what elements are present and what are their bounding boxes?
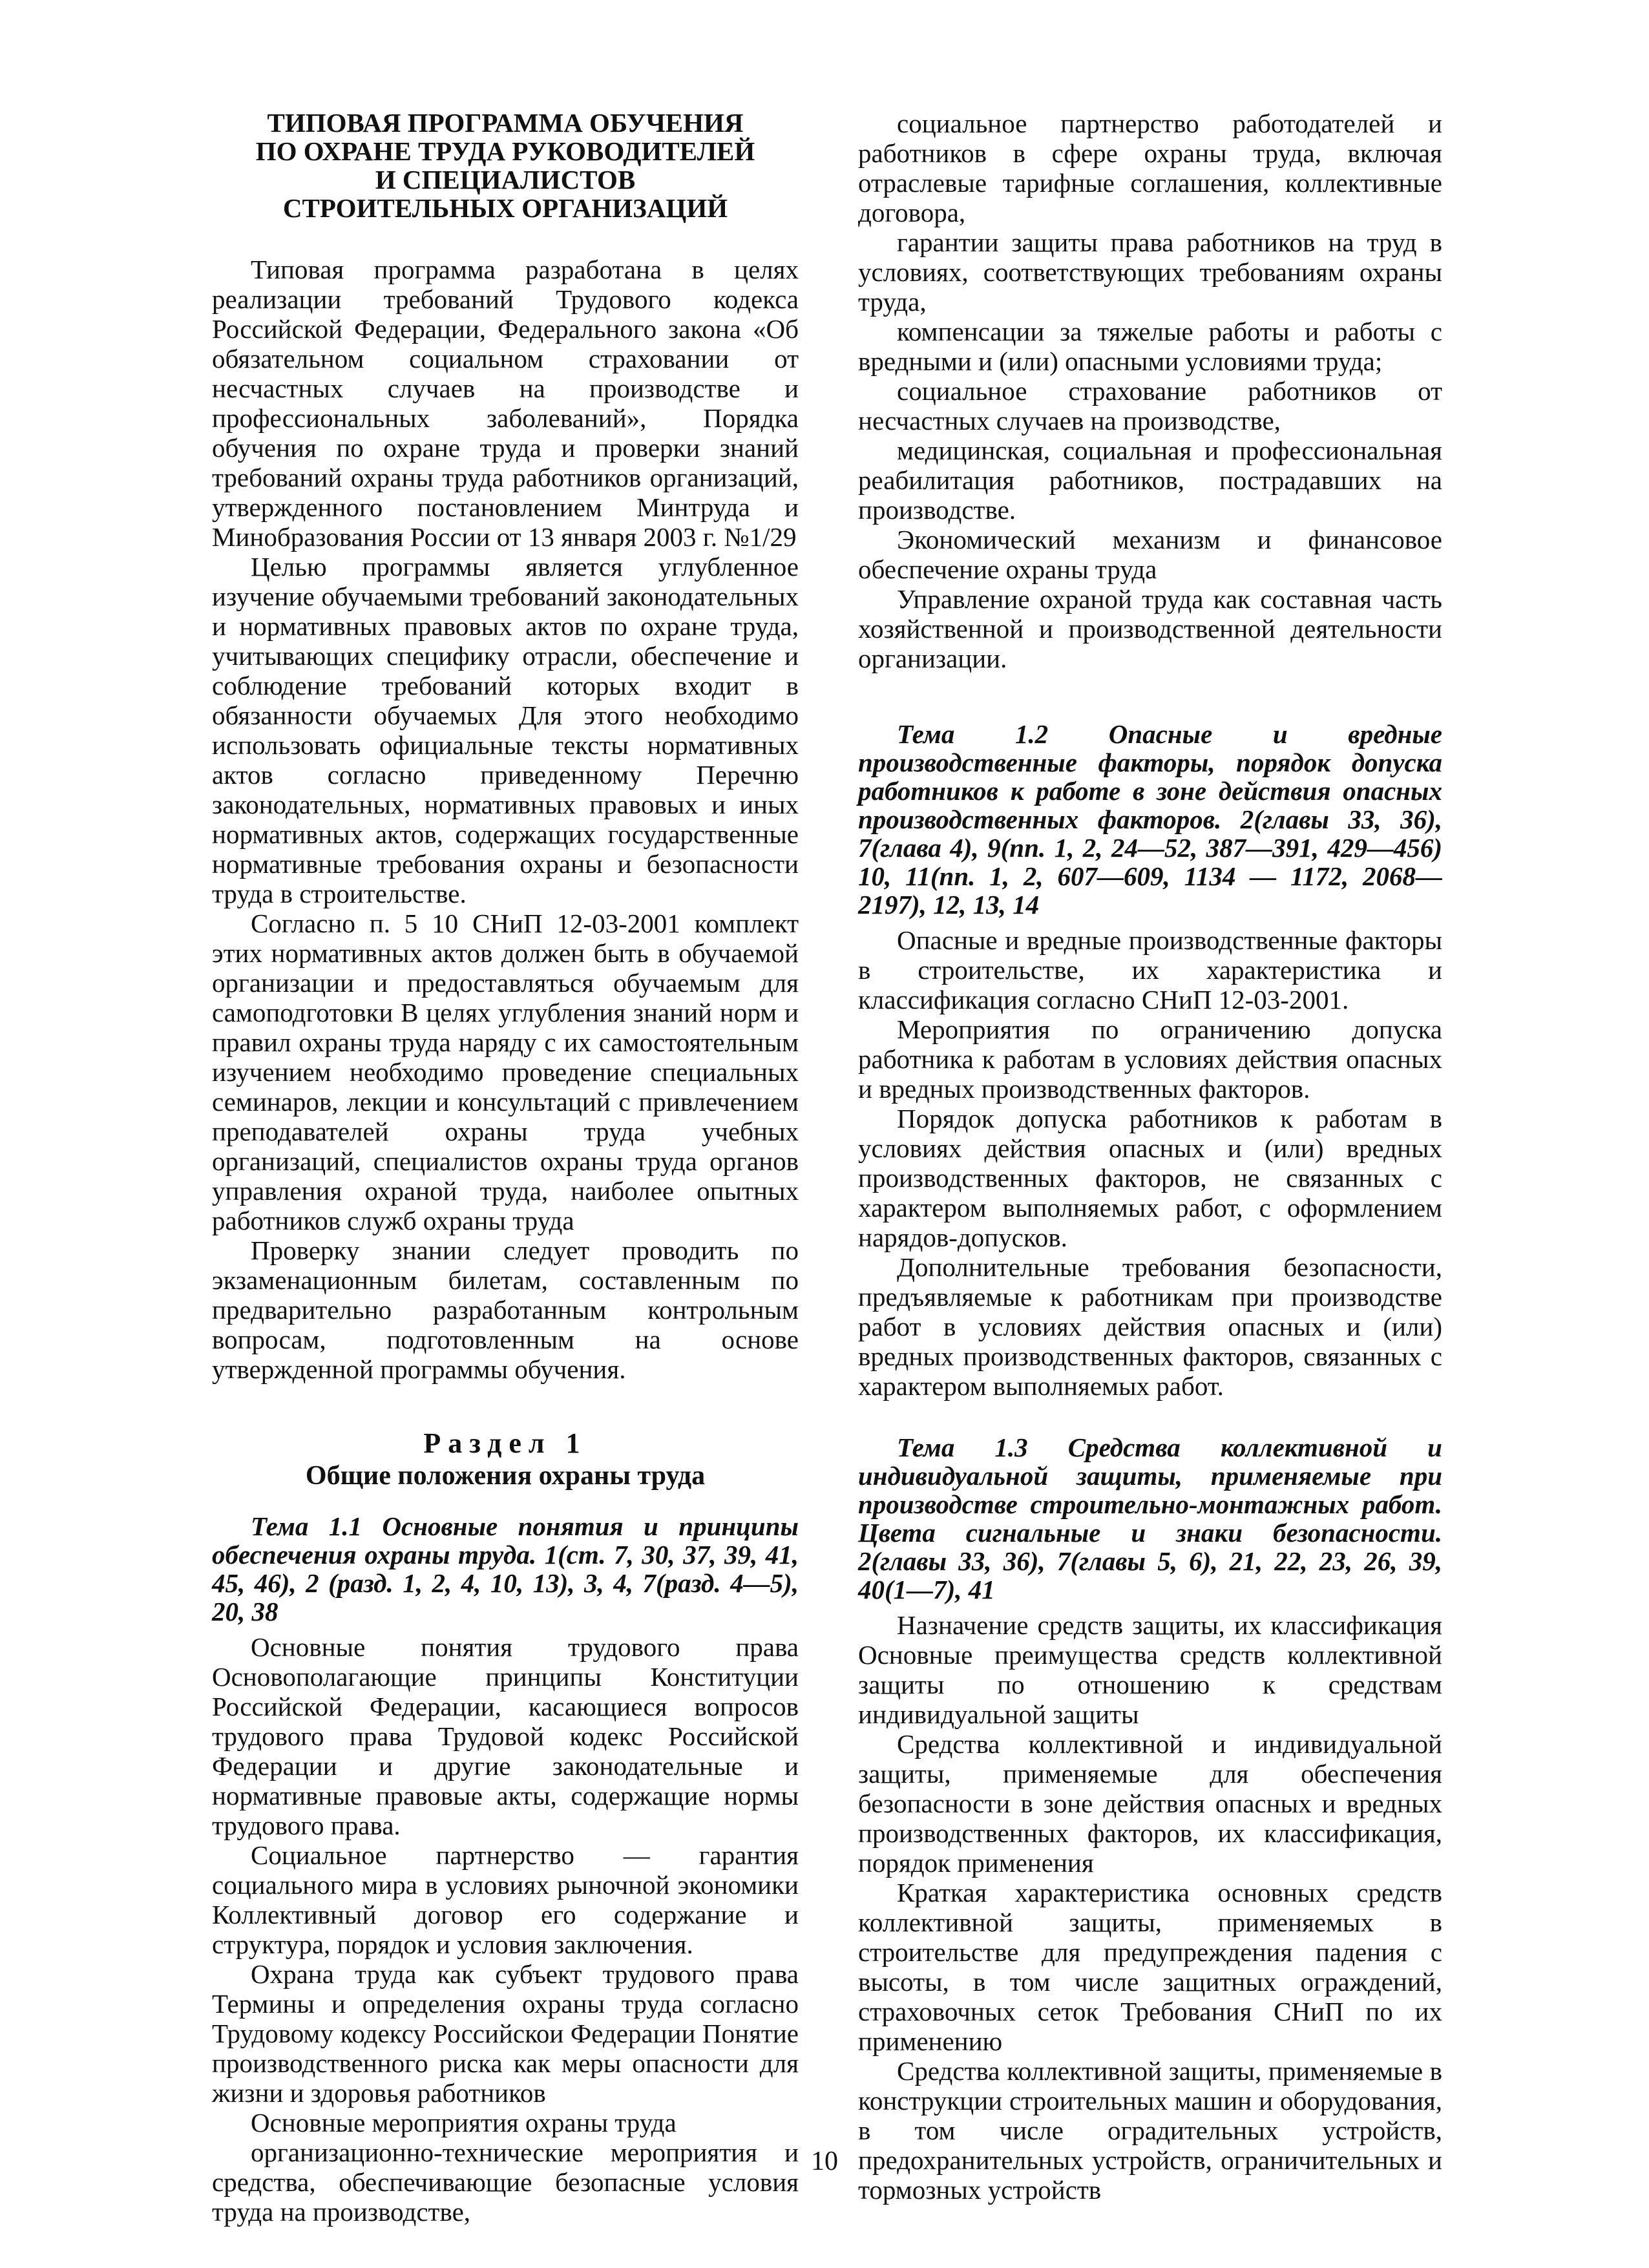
- topic-heading: Тема 1.1 Основные понятия и принципы обеспечения охраны труда. 1(ст. 7, 30, 37, 39, 41, 45, 46), 2 (разд. 1, 2, 4, 10, 13), 3, 4, 7(разд. 4—5), 20, 38: [212, 1511, 799, 1626]
- title-line: СТРОИТЕЛЬНЫХ ОРГАНИЗАЦИЙ: [282, 193, 728, 223]
- body-paragraph: Социальное партнерство — гарантия социального мира в условиях рыночной экономики Коллективный договор его содержание и структура, порядок и условия заключения.: [212, 1840, 799, 1959]
- section-number: Раздел 1: [423, 1427, 587, 1459]
- topic-heading: Тема 1.3 Средства коллективной и индивидуальной защиты, применяемые при производстве строительно-монтажных работ. Цвета сигнальные и знаки безопасности. 2(главы 33, 36), 7(главы 5, 6), 21, 22, 23, 26, 39, 40(1—7), 41: [858, 1433, 1442, 1604]
- title-line: ТИПОВАЯ ПРОГРАММА ОБУЧЕНИЯ: [267, 108, 744, 138]
- topic-heading: Тема 1.2 Опасные и вредные производственные факторы, порядок допуска работников к работе в зоне действия опасных производственных факторов. 2(главы 33, 36), 7(глава 4), 9(пп. 1, 2, 24—52, 387—391, 429—456) 10, 11(пп. 1, 2, 607—609, 1134 — 1172, 2068—2197), 12, 13, 14: [858, 719, 1442, 919]
- body-paragraph: Краткая характеристика основных средств коллективной защиты, применяемых в строительстве для предупреждения падения с высоты, в том числе защитных ограждений, страховочных сеток Требования СНиП по их применению: [858, 1878, 1442, 2056]
- page-number: 10: [811, 2147, 838, 2176]
- body-paragraph: Средства коллективной защиты, применяемые в конструкции строительных машин и оборудования, в том числе оградительных устройств, предохранительных устройств, ограничительных и тормозных устройств: [858, 2056, 1442, 2205]
- body-paragraph: Экономический механизм и финансовое обеспечение охраны труда: [858, 525, 1442, 584]
- body-paragraph: Средства коллективной и индивидуальной защиты, применяемые для обеспечения безопасности в зоне действия опасных и вредных производственных факторов, их классификация, порядок применения: [858, 1729, 1442, 1878]
- section-name: Общие положения охраны труда: [305, 1461, 706, 1491]
- body-paragraph: Охрана труда как субъект трудового права Термины и определения охраны труда согласно Трудовому кодексу Российскои Федерации Понятие производственного риска как меры опасности для жизни и здоровья работников: [212, 1959, 799, 2108]
- body-paragraph: Мероприятия по ограничению допуска работника к работам в условиях действия опасных и вредных производственных факторов.: [858, 1014, 1442, 1104]
- body-paragraph: Управление охраной труда как составная часть хозяйственной и производственной деятельности организации.: [858, 584, 1442, 673]
- document-title: [212, 109, 799, 222]
- title-line: ПО ОХРАНЕ ТРУДА РУКОВОДИТЕЛЕЙ: [255, 136, 755, 166]
- body-paragraph: социальное партнерство работодателей и работников в сфере охраны труда, включая отраслевые тарифные соглашения, коллективные договора,: [858, 109, 1442, 227]
- body-paragraph: организационно-технические мероприятия и средства, обеспечивающие безопасные условия труда на производстве,: [212, 2137, 799, 2227]
- body-paragraph: социальное страхование работников от несчастных случаев на производстве,: [858, 376, 1442, 436]
- intro-paragraph: Типовая программа разработана в целях реализации требований Трудового кодекса Российской Федерации, Федерального закона «Об обязательном социальном страховании от несчастных случаев на производстве и профессиональных заболеваний», Порядка обучения по охране труда и проверки знаний требований охраны труда работников организаций, утвержденного постановлением Минтруда и Минобразования России от 13 января 2003 г. №1/29: [212, 255, 799, 552]
- body-paragraph: компенсации за тяжелые работы и работы с вредными и (или) опасными условиями труда;: [858, 317, 1442, 376]
- body-paragraph: Порядок допуска работников к работам в условиях действия опасных и (или) вредных производственных факторов, не связанных с характером выполняемых работ, с оформлением нарядов-допусков.: [858, 1104, 1442, 1252]
- intro-paragraph: Проверку знании следует проводить по экзаменационным билетам, составленным по предварительно разработанным контрольным вопросам, подготовленным на основе утвержденной программы обучения.: [212, 1235, 799, 1384]
- right-column: [858, 109, 1442, 2205]
- body-paragraph: Назначение средств защиты, их классификация Основные преимущества средств коллективной защиты по отношению к средствам индивидуальной защиты: [858, 1610, 1442, 1729]
- title-line: И СПЕЦИАЛИСТОВ: [375, 165, 636, 194]
- body-paragraph: Опасные и вредные производственные факторы в строительстве, их характеристика и классификация согласно СНиП 12-03-2001.: [858, 925, 1442, 1014]
- body-paragraph: Основные понятия трудового права Основополагающие принципы Конституции Российской Федерации, касающиеся вопросов трудового права Трудовой кодекс Российской Федерации и другие законодательные и нормативные правовые акты, содержащие нормы трудового права.: [212, 1632, 799, 1840]
- intro-paragraph: Согласно п. 5 10 СНиП 12-03-2001 комплект этих нормативных актов должен быть в обучаемой организации и предоставляться обучаемым для самоподготовки В целях углубления знаний норм и правил охраны труда наряду с их самостоятельным изучением необходимо проведение специальных семинаров, лекции и консультаций с привлечением преподавателей охраны труда учебных организаций, специалистов охраны труда органов управления охраной труда, наиболее опытных работников служб охраны труда: [212, 908, 799, 1235]
- left-column: [212, 109, 799, 2227]
- section-heading: [212, 1427, 799, 1491]
- body-paragraph: Основные мероприятия охраны труда: [251, 2108, 677, 2137]
- body-paragraph: медицинская, социальная и профессиональная реабилитация работников, пострадавших на производстве.: [858, 436, 1442, 525]
- body-paragraph: гарантии защиты права работников на труд в условиях, соответствующих требованиям охраны труда,: [858, 227, 1442, 317]
- body-paragraph: Дополнительные требования безопасности, предъявляемые к работникам при производстве работ в условиях действия опасных и (или) вредных производственных факторов, связанных с характером выполняемых работ.: [858, 1252, 1442, 1401]
- intro-paragraph: Целью программы является углубленное изучение обучаемыми требований законодательных и нормативных правовых актов по охране труда, учитывающих специфику отрасли, обеспечение и соблюдение требований которых входит в обязанности обучаемых Для этого необходимо использовать официальные тексты нормативных актов согласно приведенному Перечню законодательных, нормативных правовых и иных нормативных актов, содержащих государственные нормативные требования охраны и безопасности труда в строительстве.: [212, 552, 799, 908]
